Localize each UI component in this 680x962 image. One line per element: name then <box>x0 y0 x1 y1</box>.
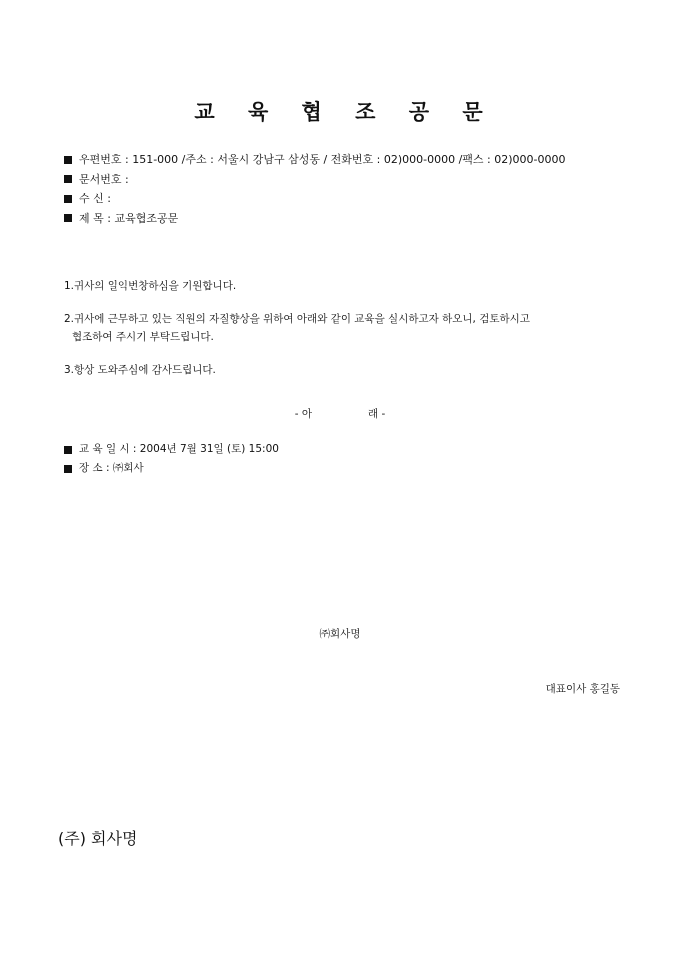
detail-info-block <box>64 440 624 478</box>
document-title: 교 육 협 조 공 문 <box>194 100 496 124</box>
footer-company-name: (주) 회사명 <box>58 829 138 848</box>
address-line: 우편번호 : 151-000 /주소 : 서울시 강남구 삼성동 / 전화번호 : 02)000-0000 /팩스 : 02)000-0000 <box>79 153 566 166</box>
below-heading-left: - 아 <box>294 408 312 420</box>
square-bullet-icon <box>64 156 72 164</box>
sender-company: ㈜회사명 <box>319 628 361 640</box>
square-bullet-icon <box>64 214 72 222</box>
square-bullet-icon <box>64 465 72 473</box>
paragraph-2 <box>64 310 624 346</box>
header-info-row-subject <box>64 209 644 229</box>
detail-row-location <box>64 459 624 478</box>
schedule-line: 교 육 일 시 : 2004년 7월 31일 (토) 15:00 <box>79 443 279 455</box>
paragraph-1: 1.귀사의 일익번창하심을 기원합니다. <box>64 280 237 292</box>
detail-row-schedule <box>64 440 624 459</box>
recipient-line: 수 신 : <box>79 192 111 205</box>
header-info-row-recipient <box>64 189 644 209</box>
below-heading-right: 래 - <box>368 408 386 420</box>
subject-line: 제 목 : 교육협조공문 <box>79 211 179 225</box>
square-bullet-icon <box>64 195 72 203</box>
sender-ceo: 대표이사 홍길동 <box>545 683 620 695</box>
square-bullet-icon <box>64 446 72 454</box>
below-heading <box>0 406 680 421</box>
location-line: 장 소 : ㈜회사 <box>79 462 144 474</box>
paragraph-2-line-1: 2.귀사에 근무하고 있는 직원의 자질향상을 위하여 아래와 같이 교육을 실시하고자 하오니, 검토하시고 <box>64 313 530 325</box>
paragraph-3: 3.항상 도와주심에 감사드립니다. <box>64 364 216 376</box>
header-info-block <box>64 150 644 228</box>
header-info-row-doc-number <box>64 170 644 190</box>
paragraph-2-line-2: 협조하여 주시기 부탁드립니다. <box>72 331 214 343</box>
square-bullet-icon <box>64 175 72 183</box>
body-text-block <box>64 277 624 394</box>
doc-number-line: 문서번호 : <box>79 172 129 186</box>
header-info-row-address <box>64 150 644 170</box>
